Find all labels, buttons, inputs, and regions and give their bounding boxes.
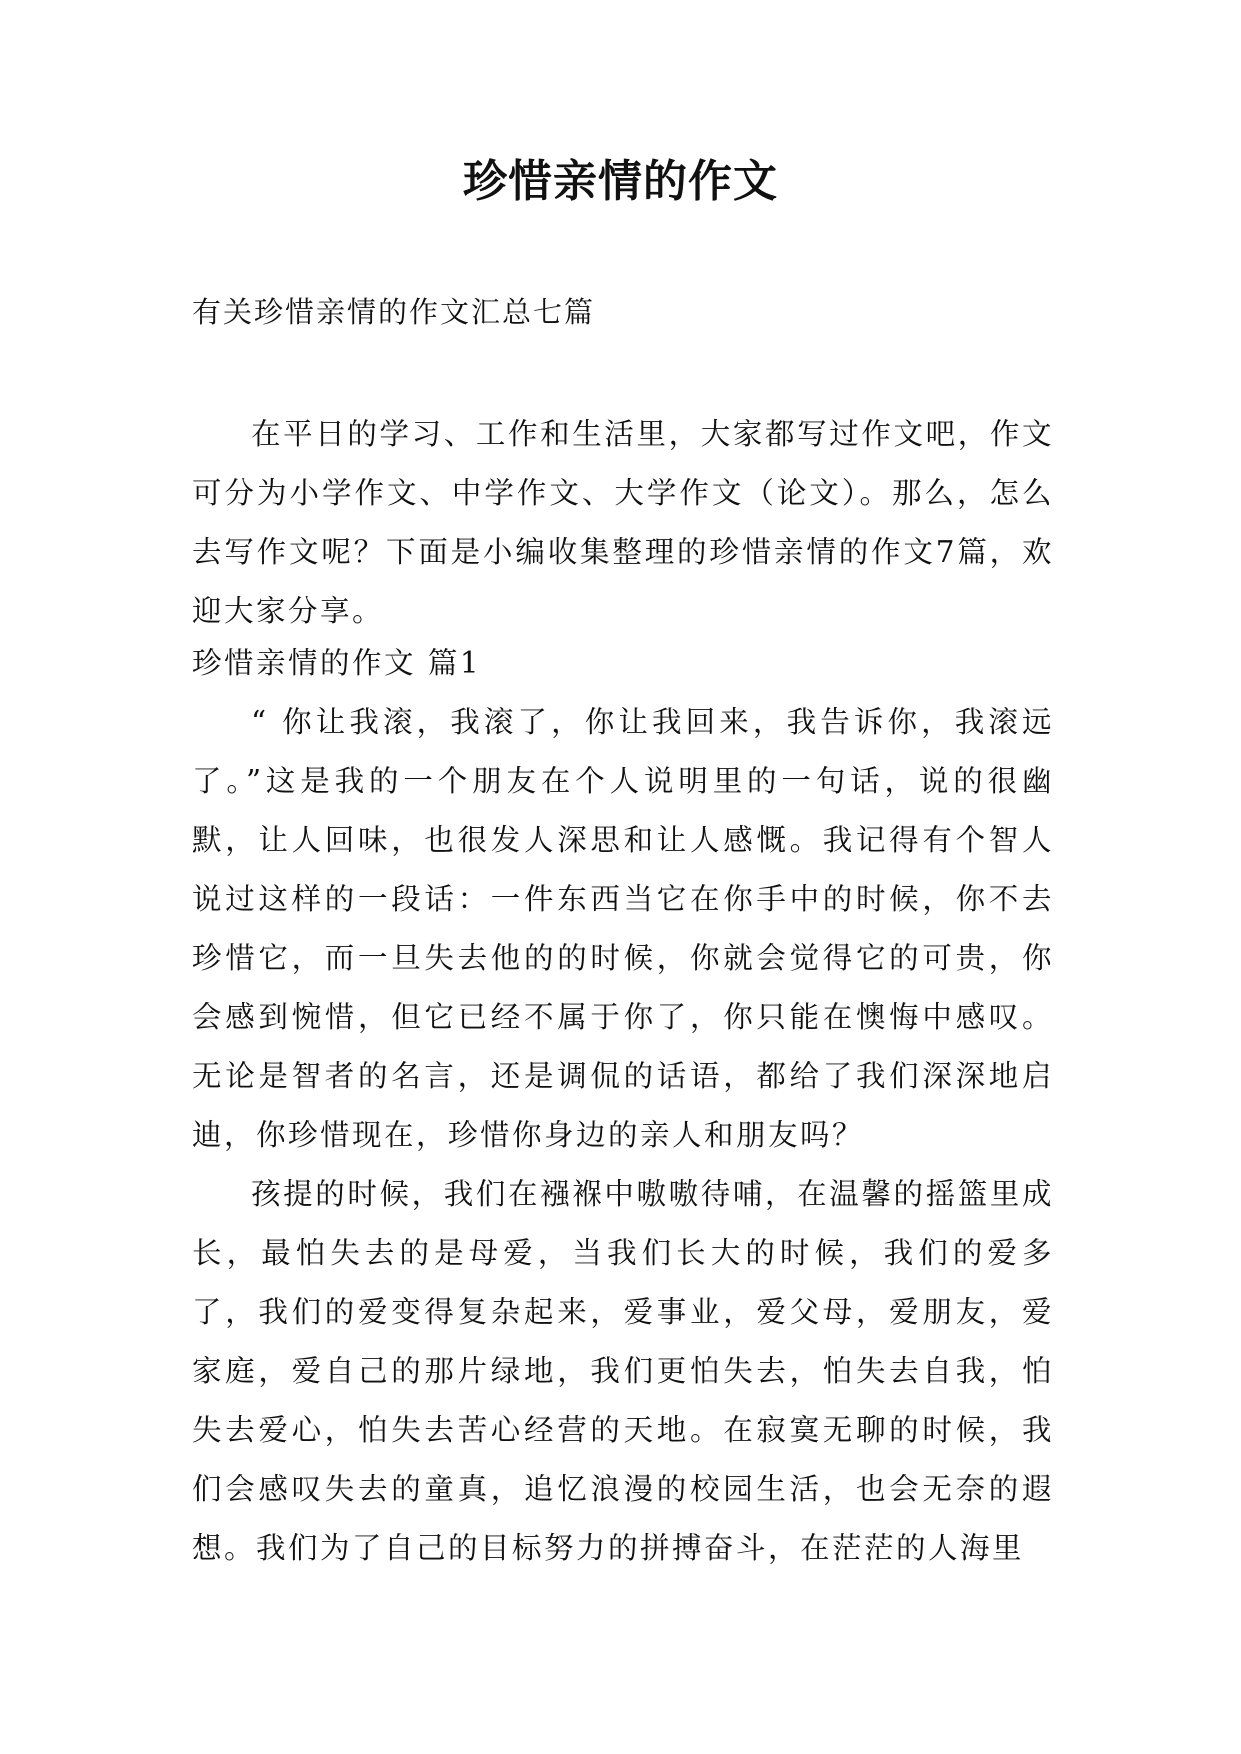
- section-heading: 珍惜亲情的作文 篇1: [192, 646, 482, 680]
- document-subtitle: 有关珍惜亲情的作文汇总七篇: [192, 295, 596, 329]
- intro-paragraph: 在平日的学习、工作和生活里，大家都写过作文吧，作文可分为小学作文、中学作文、大学作文（论文）。那么，怎么去写作文呢？下面是小编收集整理的珍惜亲情的作文7篇，欢迎大家分享。: [192, 417, 1054, 628]
- document-body: [192, 405, 1054, 1578]
- body-paragraph: “ 你让我滚，我滚了，你让我回来，我告诉你，我滚远了。”这是我的一个朋友在个人说明里的一句话，说的很幽默，让人回味，也很发人深思和让人感慨。我记得有个智人说过这样的一段话：一件东西当它在你手中的时候，你不去珍惜它，而一旦失去他的的时候，你就会觉得它的可贵，你会感到惋惜，但它已经不属于你了，你只能在懊悔中感叹。无论是智者的名言，还是调侃的话语，都给了我们深深地启迪，你珍惜现在，珍惜你身边的亲人和朋友吗？: [192, 705, 1054, 1152]
- document-title: 珍惜亲情的作文: [463, 156, 778, 207]
- body-paragraph: 孩提的时候，我们在襁褓中嗷嗷待哺，在温馨的摇篮里成长，最怕失去的是母爱，当我们长大的时候，我们的爱多了，我们的爱变得复杂起来，爱事业，爱父母，爱朋友，爱家庭，爱自己的那片绿地，我们更怕失去，怕失去自我，怕失去爱心，怕失去苦心经营的天地。在寂寞无聊的时候，我们会感叹失去的童真，追忆浪漫的校园生活，也会无奈的遐想。我们为了自己的目标努力的拼搏奋斗，在茫茫的人海里: [192, 1177, 1054, 1565]
